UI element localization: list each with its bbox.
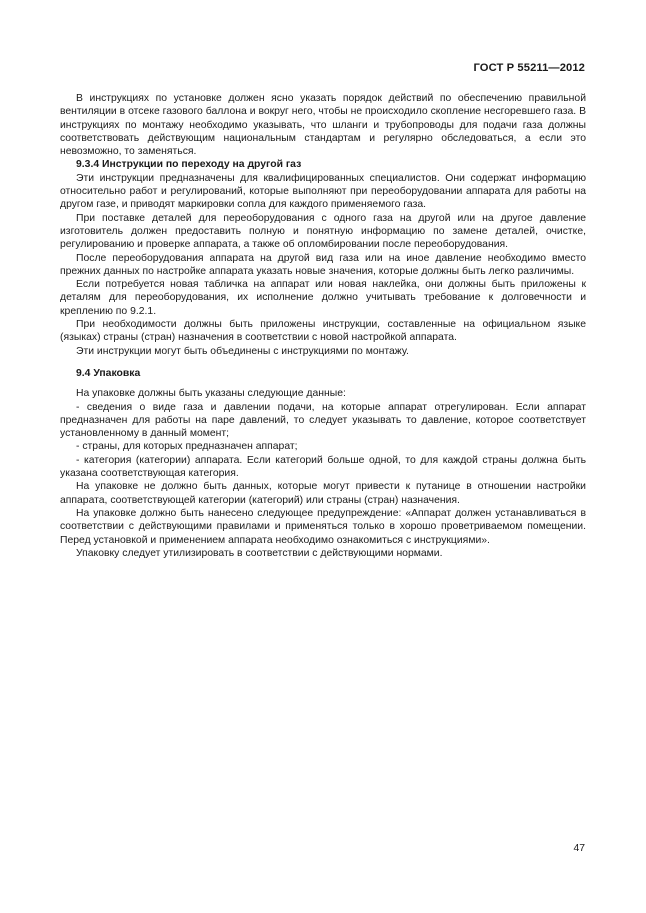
list-item-gas-pressure: - сведения о виде газа и давлении подачи, на которые аппарат отрегулирован. Если аппарат предназначен для работы на паре давлений, то следует указывать то давление, которое соответствует установленному в данный момент; xyxy=(60,401,586,440)
paragraph-official-language: При необходимости должны быть приложены инструкции, составленные на официальном языке (языках) страны (стран) назначения в соответствии с новой настройкой аппарата. xyxy=(60,319,586,344)
paragraph-packaging-data: На упаковке должны быть указаны следующие данные: xyxy=(76,388,346,400)
paragraph-new-label: Если потребуется новая табличка на аппарат или новая наклейка, они должны быть приложены к деталям для переоборудования, их исполнение должно учитывать требование к долговечности и креплению по 9.2.1. xyxy=(60,279,586,317)
list-item-countries: - страны, для которых предназначен аппарат; xyxy=(76,441,298,453)
section-heading-9-3-4: 9.3.4 Инструкции по переходу на другой газ xyxy=(76,159,302,171)
section-heading-9-4: 9.4 Упаковка xyxy=(76,367,141,379)
paragraph-qualified-specialists: Эти инструкции предназначены для квалифицированных специалистов. Они содержат информацию относительно работ и регулирований, которые выполняют при переоборудовании аппарата для работы на другом газе, и приводят маркировки сопла для каждого применяемого газа. xyxy=(60,172,586,211)
paragraph-warning: На упаковке должно быть нанесено следующее предупреждение: «Аппарат должен устанавливаться в соответствии с действующими правилами и применяться только в хорошо проветриваемом помещении. Перед установкой и применением аппарата необходимо ознакомиться с инструкциями». xyxy=(60,507,586,546)
paragraph-parts-delivery: При поставке деталей для переоборудования с одного газа на другой или на другое давление изготовитель должен предоставить полную и понятную информацию по замене деталей, очистке, регулированию и проверке аппарата, а также об опломбировании после переоборудования. xyxy=(60,212,586,251)
paragraph-no-confusion: На упаковке не должно быть данных, которые могут привести к путанице в отношении настройки аппарата, соответствующей категории (категорий) или страны (стран) назначения. xyxy=(60,481,586,506)
page-number: 47 xyxy=(573,843,585,854)
document-body xyxy=(60,92,586,560)
paragraph-combined-instructions: Эти инструкции могут быть объединены с инструкциями по монтажу. xyxy=(76,345,409,357)
paragraph-disposal: Упаковку следует утилизировать в соответствии с действующими нормами. xyxy=(76,547,443,559)
document-code: ГОСТ Р 55211—2012 xyxy=(473,62,585,74)
paragraph-new-values: После переоборудования аппарата на другой вид газа или на иное давление необходимо вместо прежних данных по настройке аппарата указать новые значения, которые должны быть легко различимы. xyxy=(60,252,586,277)
paragraph-ventilation: В инструкциях по установке должен ясно указать порядок действий по обеспечению правильной вентиляции в отсеке газового баллона и вокруг него, чтобы не происходило скопление несгоревшего газа. В инструкциях по монтажу необходимо указывать, что шланги и трубопроводы для подачи газа должны соответствовать действующим национальным стандартам и регулярно обследоваться, а если это невозможно, то заменяться. xyxy=(60,93,586,158)
list-item-category: - категория (категории) аппарата. Если категорий больше одной, то для каждой страны должна быть указана соответствующая категория. xyxy=(60,454,586,480)
